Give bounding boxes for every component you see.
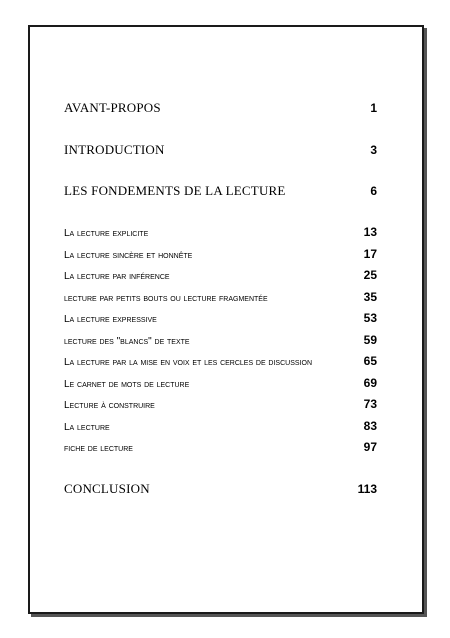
- toc-entry-page-number: 1: [370, 101, 377, 115]
- toc-entry-page-number: 113: [357, 482, 377, 496]
- toc-entry-carnet-de-mots: [64, 376, 377, 390]
- toc-entry-page-number: 59: [363, 333, 377, 347]
- toc-entry-page-number: 6: [370, 184, 377, 198]
- toc-entry-fondements: [64, 183, 377, 199]
- toc-entry-page-number: 13: [363, 225, 377, 239]
- toc-entry-mise-en-voix: [64, 354, 377, 368]
- toc-entry-label: La lecture expressive: [64, 314, 157, 325]
- toc-entry-label: lecture par petits bouts ou lecture fragmentée: [64, 293, 268, 304]
- toc-entry-lecture-a-construire: [64, 397, 377, 411]
- toc-entry-label: lecture des "blancs" de texte: [64, 336, 190, 347]
- toc-entry-page-number: 69: [363, 376, 377, 390]
- toc-entry-label: Lecture à construire: [64, 400, 155, 411]
- toc-entry-label: fiche de lecture: [64, 443, 133, 454]
- toc-entry-label: La lecture sincère et honnête: [64, 250, 193, 261]
- toc-entry-page-number: 3: [370, 143, 377, 157]
- toc-entry-page-number: 97: [363, 440, 377, 454]
- toc-entry-la-lecture: [64, 419, 377, 433]
- toc-entry-lecture-inference: [64, 268, 377, 282]
- toc-entry-page-number: 35: [363, 290, 377, 304]
- toc-entry-lecture-explicite: [64, 225, 377, 239]
- toc-entry-avant-propos: [64, 100, 377, 116]
- toc-entry-introduction: [64, 142, 377, 158]
- toc-entry-page-number: 25: [363, 268, 377, 282]
- toc-entry-page-number: 73: [363, 397, 377, 411]
- toc-entry-fiche-de-lecture: [64, 440, 377, 454]
- toc-entry-lecture-fragmentee: [64, 290, 377, 304]
- toc-entry-page-number: 83: [363, 419, 377, 433]
- toc-entry-label: INTRODUCTION: [64, 142, 165, 157]
- toc-entry-label: Le carnet de mots de lecture: [64, 379, 190, 390]
- toc-entry-label: AVANT-PROPOS: [64, 100, 161, 115]
- toc-entry-lecture-expressive: [64, 311, 377, 325]
- toc-entry-label: La lecture explicite: [64, 228, 149, 239]
- toc-entry-conclusion: [64, 481, 377, 497]
- toc-entry-page-number: 53: [363, 311, 377, 325]
- toc-entry-page-number: 65: [363, 354, 377, 368]
- toc-entry-label: La lecture: [64, 422, 110, 433]
- toc-entry-page-number: 17: [363, 247, 377, 261]
- toc-entry-lecture-blancs: [64, 333, 377, 347]
- toc-entry-label: LES FONDEMENTS DE LA LECTURE: [64, 183, 286, 198]
- toc-entry-label: La lecture par la mise en voix et les cercles de discussion: [64, 357, 312, 368]
- toc-entry-label: CONCLUSION: [64, 481, 150, 496]
- toc-entry-lecture-sincere: [64, 247, 377, 261]
- document-page: [28, 25, 424, 614]
- toc-entry-label: La lecture par inférence: [64, 271, 170, 282]
